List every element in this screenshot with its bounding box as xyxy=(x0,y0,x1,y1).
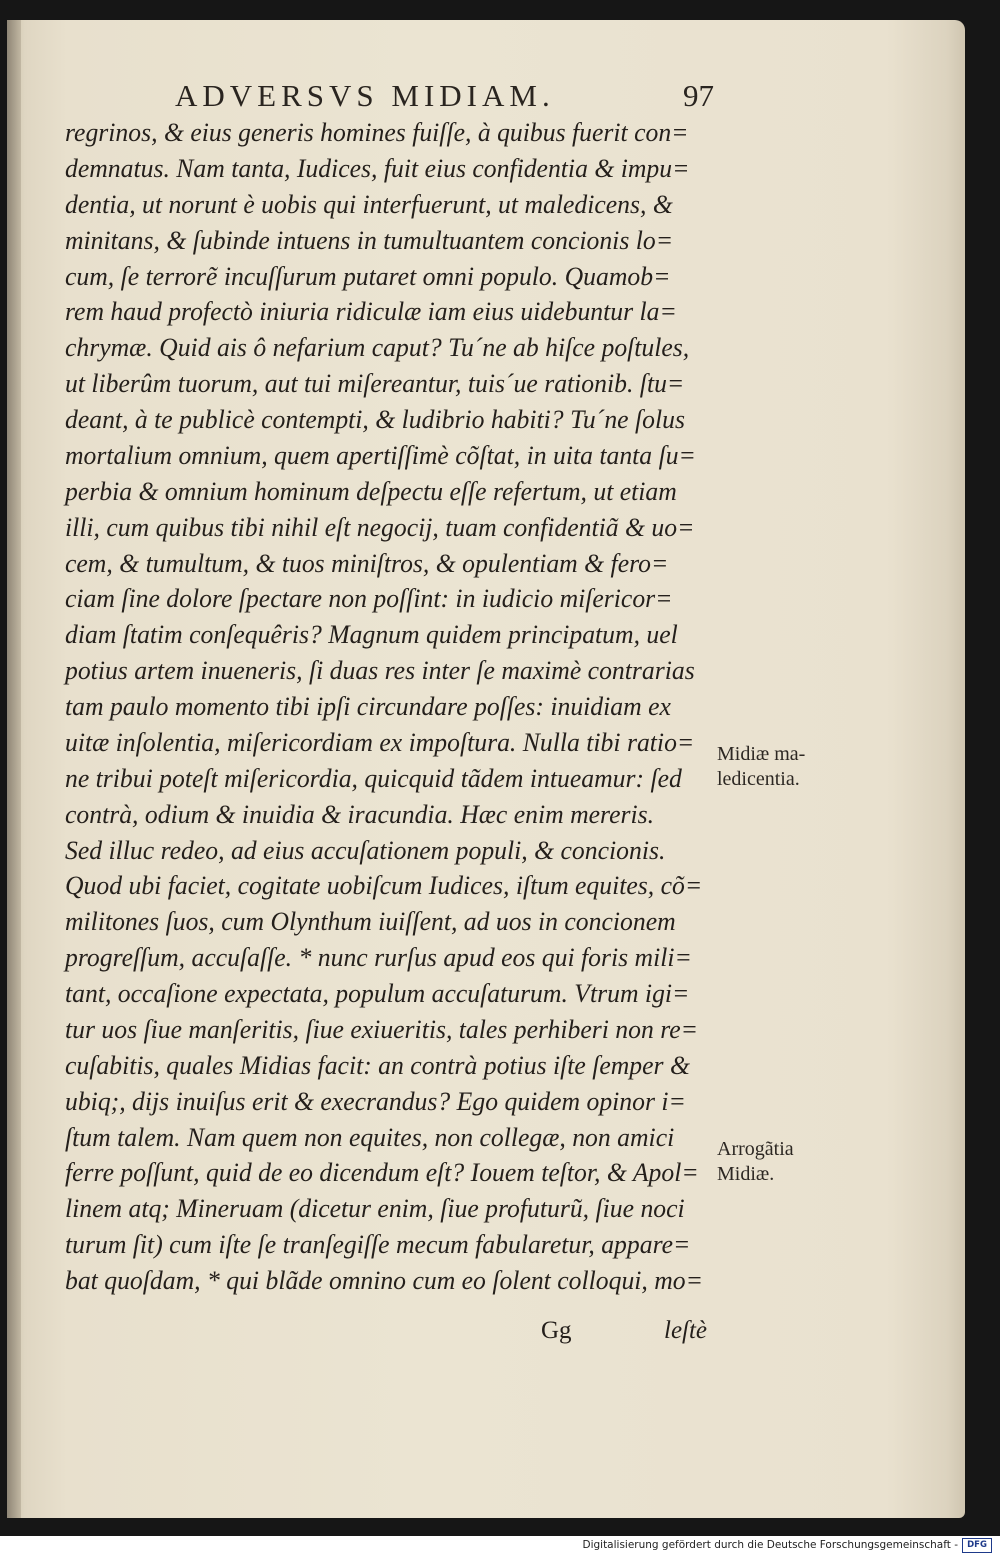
text-line: ut liberûm tuorum, aut tui miſereantur, tuis´ue rationib. ſtu= xyxy=(65,369,685,399)
dfg-logo: DFG xyxy=(962,1538,992,1553)
text-line: progreſſum, accuſaſſe. * nunc rurſus apud eos qui foris mili= xyxy=(65,943,692,973)
text-line: cum, ſe terrorẽ incuſſurum putaret omni populo. Quamob= xyxy=(65,261,671,291)
marginal-note-line: Midiæ ma- xyxy=(717,743,806,765)
signature-mark: Gg xyxy=(541,1317,572,1344)
text-line: deant, à te publicè contempti, & ludibrio habiti? Tu´ne ſolus xyxy=(65,405,685,434)
text-line: turum ſit) cum iſte ſe tranſegiſſe mecum fabularetur, appare= xyxy=(65,1230,691,1260)
text-line: uitæ inſolentia, miſericordiam ex impoſtura. Nulla tibi ratio= xyxy=(65,727,695,757)
text-line: tur uos ſiue manſeritis, ſiue exiueritis, tales perhiberi non re= xyxy=(65,1014,699,1044)
marginal-note-line: Arrogãtia xyxy=(717,1138,794,1160)
text-line: Quod ubi faciet, cogitate uobiſcum Iudices, iſtum equites, cõ= xyxy=(65,871,703,901)
page-gutter-shadow xyxy=(7,20,21,1518)
text-line: cem, & tumultum, & tuos miniſtros, & opulentiam & fero= xyxy=(65,548,669,578)
marginal-note xyxy=(717,742,805,792)
text-line: regrinos, & eius generis homines fuiſſe, à quibus fuerit con= xyxy=(65,118,689,147)
text-line: ne tribui poteſt miſericordia, quicquid tãdem intueamur: ſed xyxy=(65,763,682,793)
marginal-note-line: ledicentia. xyxy=(717,768,800,790)
running-head: ADVERSVS MIDIAM. xyxy=(175,78,555,113)
text-line: demnatus. Nam tanta, Iudices, fuit eius confidentia & impu= xyxy=(65,153,690,183)
text-line: dentia, ut norunt è uobis qui interfuerunt, ut maledicens, & xyxy=(65,189,673,219)
catchword: leſtè xyxy=(664,1317,708,1344)
text-line: rem haud profectò iniuria ridiculæ iam eius uidebuntur la= xyxy=(65,297,677,327)
text-line: contrà, odium & inuidia & iracundia. Hæc enim mereris. xyxy=(65,799,655,829)
text-line: ferre poſſunt, quid de eo dicendum eſt? Iouem teſtor, & Apol= xyxy=(65,1158,699,1188)
text-line: tant, occaſione expectata, populum accuſaturum. Vtrum igi= xyxy=(65,979,690,1008)
text-line: Sed illuc redeo, ad eius accuſationem populi, & concionis. xyxy=(65,835,666,865)
text-line: potius artem inueneris, ſi duas res inter ſe maximè contrarias xyxy=(65,656,695,686)
text-line: mortalium omnium, quem apertiſſimè cõſtat, in uita tanta ſu= xyxy=(65,440,696,470)
text-line: linem atq; Mineruam (dicetur enim, ſiue profuturũ, ſiue noci xyxy=(65,1194,685,1224)
text-line: chrymæ. Quid ais ô nefarium caput? Tu´ne ab hiſce poſtules, xyxy=(65,333,690,363)
book-page xyxy=(7,20,965,1518)
marginal-note xyxy=(717,1137,794,1187)
funding-credit: Digitalisierung gefördert durch die Deutsche Forschungsgemeinschaft - xyxy=(582,1539,958,1551)
text-line: ciam ſine dolore ſpectare non poſſint: in iudicio miſericor= xyxy=(65,584,673,614)
text-line: diam ſtatim conſequêris? Magnum quidem principatum, uel xyxy=(65,620,678,650)
text-line: minitans, & ſubinde intuens in tumultuantem concionis lo= xyxy=(65,225,674,255)
page-number: 97 xyxy=(683,78,714,113)
text-line: ubiq;, dijs inuiſus erit & execrandus? Ego quidem opinor i= xyxy=(65,1086,686,1116)
text-line: cuſabitis, quales Midias facit: an contrà potius iſte ſemper & xyxy=(65,1050,690,1080)
text-line: militones ſuos, cum Olynthum iuiſſent, ad uos in concionem xyxy=(65,907,676,937)
text-line: tam paulo momento tibi ipſi circundare poſſes: inuidiam ex xyxy=(65,692,671,721)
marginal-note-line: Midiæ. xyxy=(717,1163,775,1185)
text-line: perbia & omnium hominum deſpectu eſſe refertum, ut etiam xyxy=(65,476,677,506)
text-line: illi, cum quibus tibi nihil eſt negocij, tuam confidentiã & uo= xyxy=(65,512,695,542)
main-text-block xyxy=(65,115,725,1299)
text-line: bat quoſdam, * qui blãde omnino cum eo ſolent colloqui, mo= xyxy=(65,1266,703,1295)
text-line: ſtum talem. Nam quem non equites, non collegæ, non amici xyxy=(65,1122,675,1152)
